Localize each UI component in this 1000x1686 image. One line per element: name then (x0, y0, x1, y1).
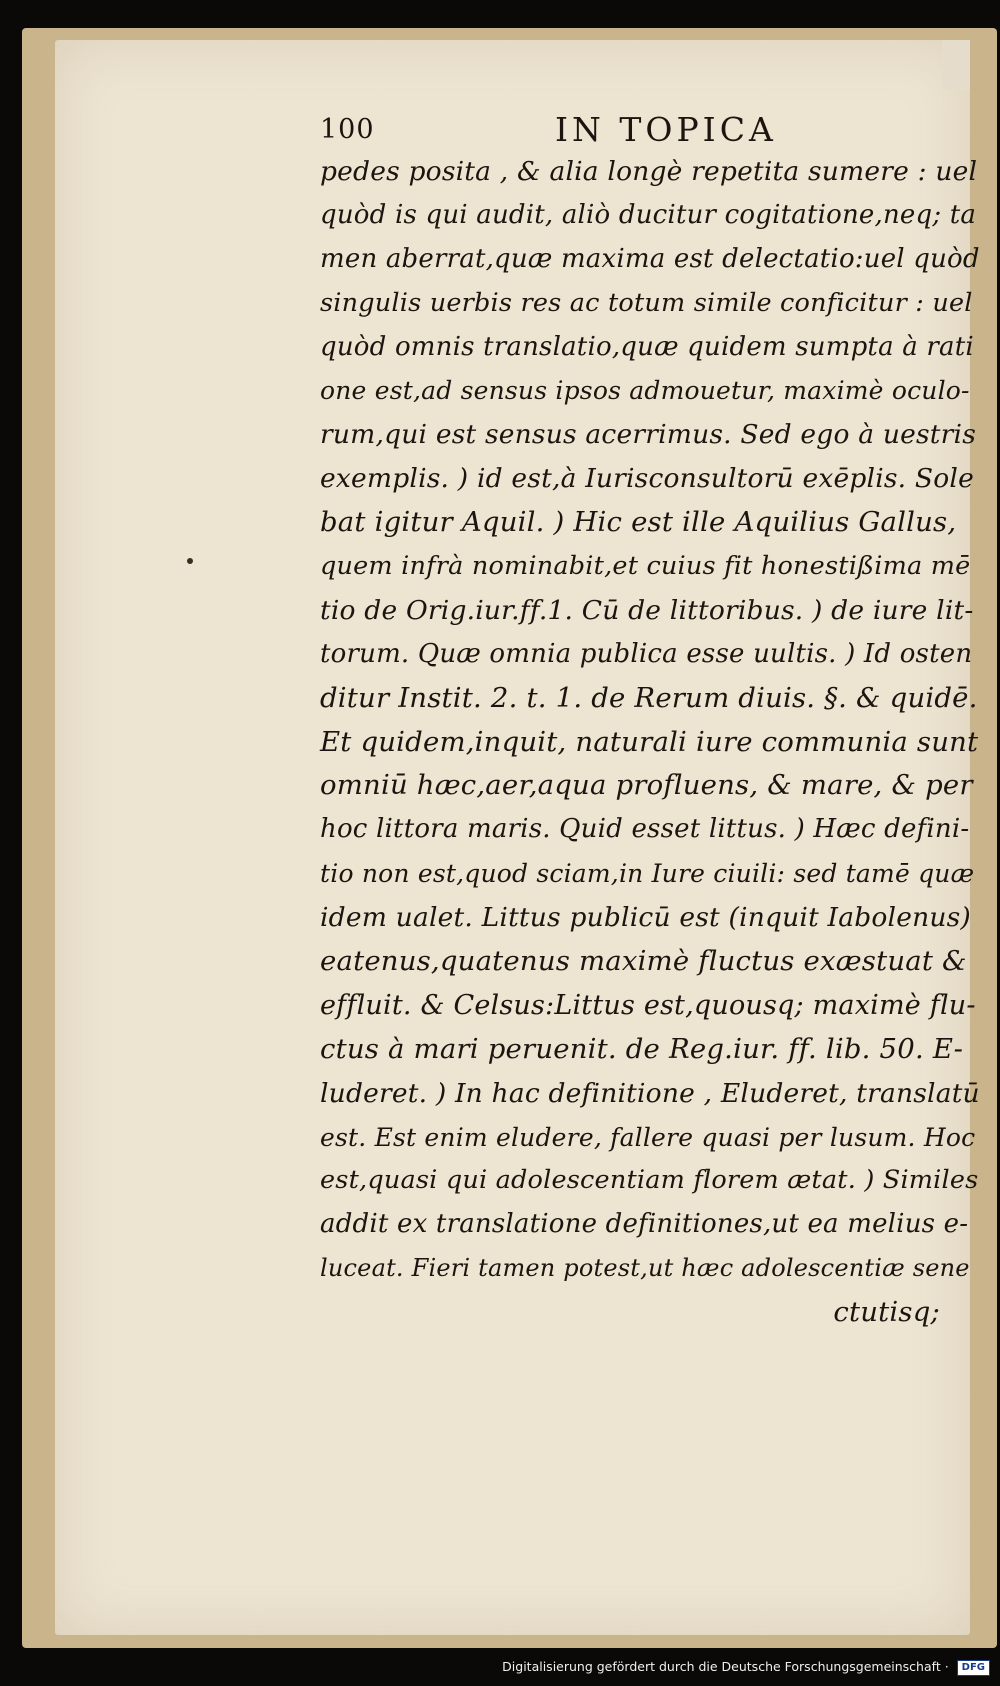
text-line: Et quidem,inquit, naturali iure communia sunt (320, 725, 979, 758)
margin-ink-mark (187, 558, 193, 564)
text-line: est,quasi qui adolescentiam florem ætat. ) Similes (320, 1165, 979, 1196)
text-line: ctus à mari peruenit. de Reg.iur. ff. lib. 50. E- (320, 1032, 964, 1065)
text-line: luderet. ) In hac definitione , Eluderet, translatū (320, 1077, 980, 1109)
page-number: 100 (320, 114, 375, 145)
text-line: addit ex translatione definitiones,ut ea melius e- (320, 1209, 969, 1240)
text-line: singulis uerbis res ac totum simile conficitur : uel (320, 287, 973, 318)
text-line: exemplis. ) id est,à Iurisconsultorū exēplis. Sole (320, 463, 974, 495)
footer-credit (0, 1654, 990, 1680)
text-block (320, 150, 980, 1335)
text-line: quòd omnis translatio,quæ quidem sumpta à rati (320, 331, 974, 362)
text-line: est. Est enim eludere, fallere quasi per lusum. Hoc (320, 1122, 976, 1152)
page-header (320, 110, 780, 154)
text-line: rum,qui est sensus acerrimus. Sed ego à uestris (320, 419, 976, 451)
footer-credit-text: Digitalisierung gefördert durch die Deutsche Forschungsgemeinschaft · (502, 1659, 949, 1674)
text-line: bat igitur Aquil. ) Hic est ille Aquilius Gallus, (320, 506, 957, 539)
running-title: IN TOPICA (555, 110, 777, 149)
text-line: quem infrà nominabit,et cuius fit honestißima mē (320, 551, 971, 582)
text-line: tio de Orig.iur.ff.1. Cū de littoribus. ) de iure lit- (320, 594, 974, 626)
text-line: pedes posita , & alia longè repetita sumere : uel (320, 156, 978, 187)
text-line: luceat. Fieri tamen potest,ut hæc adolescentiæ sene (320, 1254, 970, 1283)
adjacent-page-edge (942, 40, 970, 90)
text-line: tio non est,quod sciam,in Iure ciuili: sed tamē quæ (320, 859, 975, 889)
text-line: eatenus,quatenus maximè fluctus exæstuat & (320, 945, 967, 978)
text-line: hoc littora maris. Quid esset littus. ) Hæc defini- (320, 814, 970, 845)
text-line: effluit. & Celsus:Littus est,quousq; maximè flu- (320, 989, 976, 1021)
catchword: ctutisq; (833, 1296, 940, 1329)
text-line: quòd is qui audit, aliò ducitur cogitatione,neq; ta (320, 199, 977, 230)
text-line: idem ualet. Littus publicū est (inquit Iabolenus) (320, 902, 971, 934)
text-line: torum. Quæ omnia publica esse uultis. ) Id osten (320, 638, 973, 669)
text-line: one est,ad sensus ipsos admouetur, maximè oculo- (320, 376, 970, 406)
text-line: men aberrat,quæ maxima est delectatio:uel quòd (320, 243, 980, 274)
text-line: ditur Instit. 2. t. 1. de Rerum diuis. §. & quidē. (320, 681, 978, 714)
text-line: omniū hæc,aer,aqua profluens, & mare, & per (320, 769, 973, 802)
dfg-logo[interactable]: DFG (957, 1660, 990, 1676)
